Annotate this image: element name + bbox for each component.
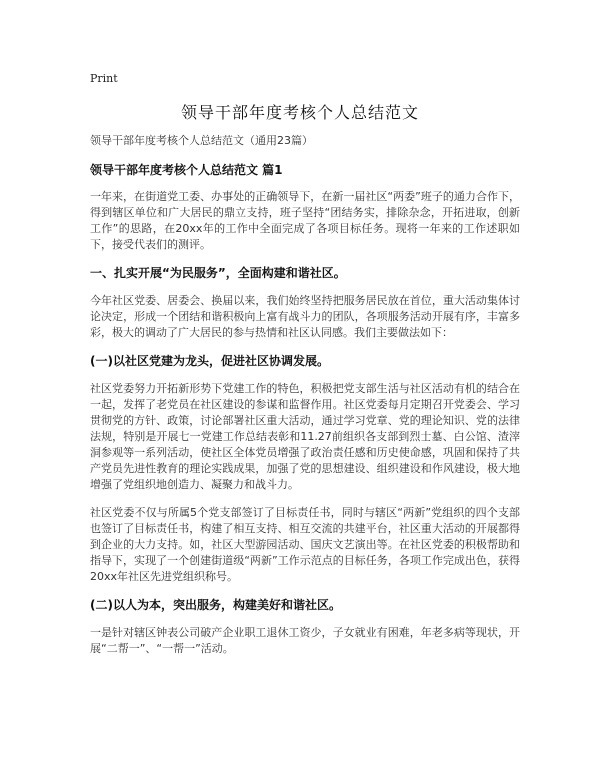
paragraph: 一是针对辖区钟表公司破产企业职工退休工资少，子女就业有困难，年老多病等现状，开展“二帮一”、“一帮一”活动。 — [90, 626, 520, 655]
page-title: 领导干部年度考核个人总结范文 — [180, 103, 419, 122]
subsection-heading: (二)以人为本，突出服务，构建美好和谐社区。 — [90, 598, 341, 612]
print-label[interactable]: Print — [90, 72, 118, 85]
document-body — [90, 133, 520, 669]
section-heading: 一、扎实开展“为民服务”，全面构建和谐社区。 — [90, 266, 346, 280]
paragraph: 社区党委不仅与所属5个党支部签订了目标责任书，同时与辖区“两新”党组织的四个支部也签订了目标责任书，构建了相互支持、相互交流的共建平台，社区重大活动的开展都得到企业的大力支持。如，社区大型游园活动、国庆文艺演出等。在社区党委的积极帮助和指导下，实现了一个创建街道级“两新”工作示范点的目标任务，各项工作完成出色，获得20xx年社区先进党组织称号。 — [90, 506, 520, 583]
section-title: 领导干部年度考核个人总结范文 篇1 — [90, 163, 283, 177]
document-subtitle: 领导干部年度考核个人总结范文（通用23篇） — [90, 134, 313, 147]
paragraph: 社区党委努力开拓新形势下党建工作的特色，积极把党支部生活与社区活动有机的结合在一起，发挥了老党员在社区建设的参谋和监督作用。社区党委每月定期召开党委会、学习贯彻党的方针、政策，讨论部署社区重大活动，通过学习党章、党的理论知识、党的法律法规，特别是开展七一党建工作总结表彰和11.27前组织各支部到烈士墓、白公馆、渣滓洞参观等一系列活动，使社区全体党员增强了政治责任感和历史使命感，巩固和保持了共产党员先进性教育的理论实践成果，加强了党的思想建设、组织建设和作风建设，极大地增强了党组织地创造力、凝聚力和战斗力。 — [90, 382, 520, 491]
paragraph: 一年来，在街道党工委、办事处的正确领导下，在新一届社区“两委”班子的通力合作下，得到辖区单位和广大居民的鼎立支持，班子坚持“团结务实，排除杂念，开拓进取，创新工作”的思路，在20xx年的工作中全面完成了各项目标任务。现将一年来的工作述职如下，接受代表们的测评。 — [90, 190, 520, 251]
paragraph: 今年社区党委、居委会、换届以来，我们始终坚持把服务居民放在首位，重大活动集体讨论决定，形成一个团结和谐积极向上富有战斗力的团队，各项服务活动开展有序，丰富多彩，极大的调动了广大居民的参与热情和社区认同感。我们主要做法如下： — [90, 294, 520, 339]
subsection-heading: (一)以社区党建为龙头，促进社区协调发展。 — [90, 354, 329, 368]
